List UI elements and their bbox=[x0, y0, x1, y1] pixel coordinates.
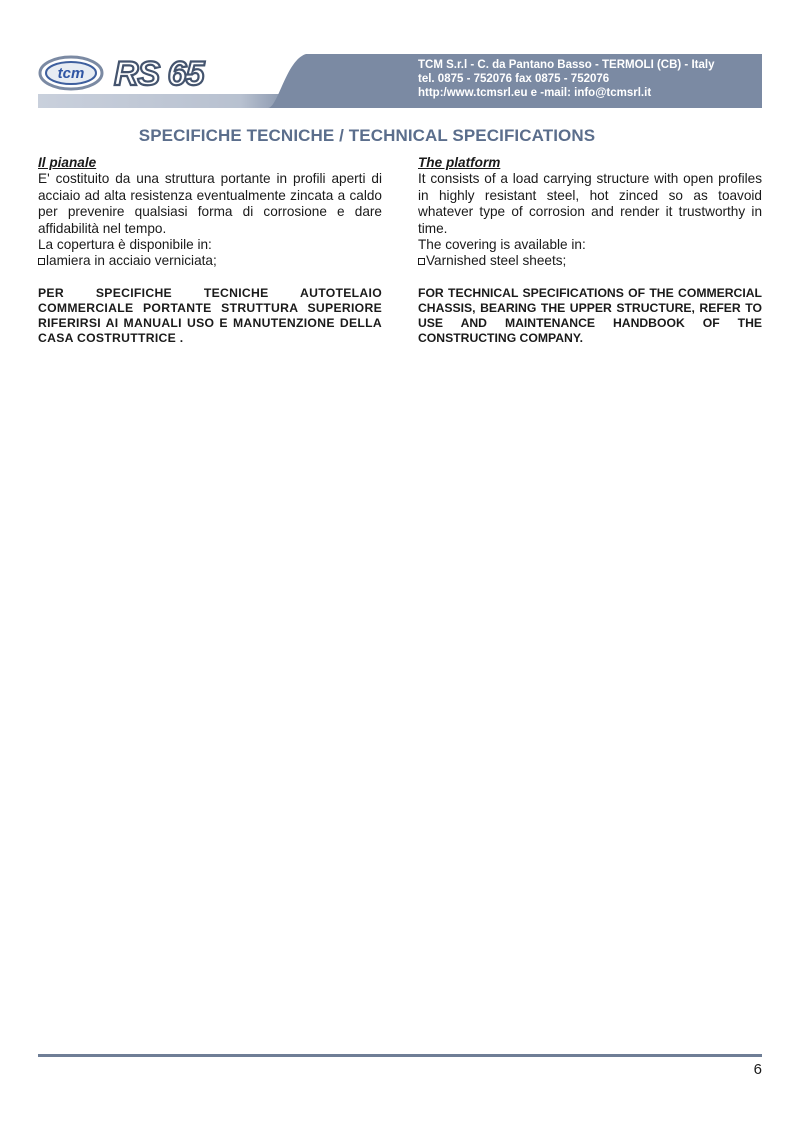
english-heading: The platform bbox=[418, 155, 501, 170]
logo-rs-text: RS 65 bbox=[114, 55, 204, 90]
english-column bbox=[418, 155, 762, 346]
contact-phone: tel. 0875 - 752076 fax 0875 - 752076 bbox=[418, 73, 610, 85]
english-body: It consists of a load carrying structure with open profiles in highly resistant steel, hot zinced so as toavoid whatever type of corrosion and render it trustworthy in time. bbox=[418, 171, 762, 236]
english-note: FOR TECHNICAL SPECIFICATIONS OF THE COMMERCIAL CHASSIS, BEARING THE UPPER STRUCTURE, REFER TO USE AND MAINTENANCE HANDBOOK OF THE CONSTRUCTING COMPANY. bbox=[418, 285, 762, 345]
english-covering-item-text: Varnished steel sheets; bbox=[426, 253, 567, 269]
italian-column bbox=[38, 155, 382, 346]
contact-address: TCM S.r.l - C. da Pantano Basso - TERMOLI (CB) - Italy bbox=[418, 59, 715, 71]
page-header bbox=[38, 50, 762, 108]
checkbox-bullet-icon bbox=[38, 258, 45, 265]
page-title: SPECIFICHE TECNICHE / TECHNICAL SPECIFICATIONS bbox=[138, 126, 596, 145]
tcm-logo-icon bbox=[38, 53, 104, 93]
italian-body: E' costituito da una struttura portante in profili aperti di acciaio ad alta resistenza eventualmente zincata a caldo per prevenire qualsiasi forma di corrosione e dare affidabilità nel tempo. bbox=[38, 171, 382, 236]
checkbox-bullet-icon bbox=[418, 258, 425, 265]
english-covering-intro: The covering is available in: bbox=[418, 237, 586, 253]
italian-covering-intro: La copertura è disponibile in: bbox=[38, 237, 212, 253]
rs65-logo-icon bbox=[112, 54, 208, 90]
company-contact bbox=[418, 58, 762, 100]
italian-note: PER SPECIFICHE TECNICHE AUTOTELAIO COMMERCIALE PORTANTE STRUTTURA SUPERIORE RIFERIRSI AI MANUALI USO E MANUTENZIONE DELLA CASA COSTRUTTRICE . bbox=[38, 285, 382, 345]
italian-covering-item bbox=[38, 253, 382, 269]
italian-covering-item-text: lamiera in acciaio verniciata; bbox=[46, 253, 217, 269]
italian-heading: Il pianale bbox=[38, 155, 97, 170]
footer-rule bbox=[38, 1054, 762, 1057]
english-covering-item bbox=[418, 253, 762, 269]
contact-web: http:/www.tcmsrl.eu e -mail: info@tcmsrl.it bbox=[418, 87, 652, 99]
page-number: 6 bbox=[753, 1061, 762, 1078]
logo-tcm-text: tcm bbox=[57, 65, 85, 82]
